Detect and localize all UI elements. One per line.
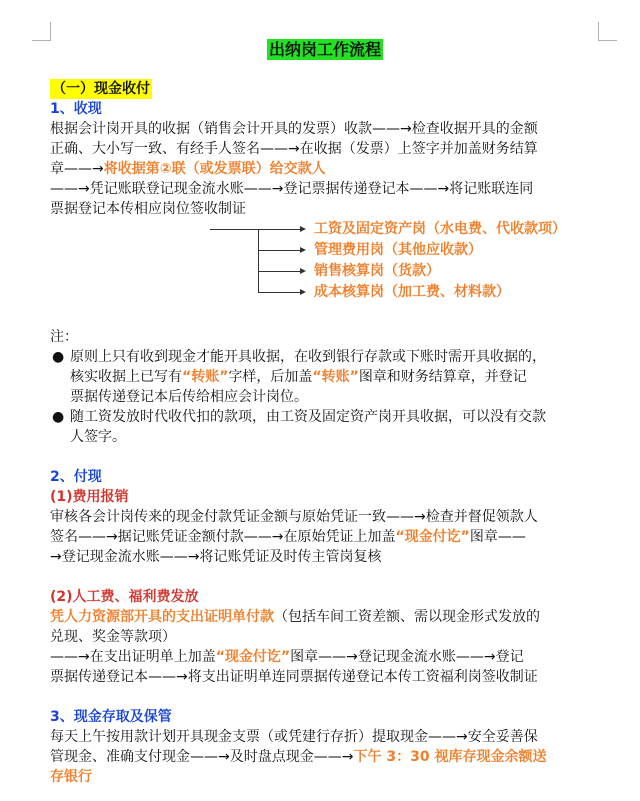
corner-mark-right (598, 22, 617, 41)
destination-name: 管理费用岗 (314, 242, 384, 258)
pay-heading: 2、付现 (50, 469, 102, 485)
distribution-connector (210, 229, 258, 230)
expense-heading: (1)费用报销 (50, 489, 129, 505)
section-heading: （一）现金收付 (52, 81, 150, 97)
storage-line-3: 存银行 (50, 769, 92, 785)
expense-line-2 (50, 527, 600, 547)
salary-line-3 (50, 647, 600, 667)
arrow-4 (258, 292, 304, 293)
document-title: 出纳岗工作流程 (268, 40, 381, 59)
bullet-icon: ● (52, 409, 65, 425)
note-1-line-3: 票据传递登记本后传给相应会计岗位。 (70, 389, 308, 405)
destination-detail: （其他应收款） (384, 242, 482, 258)
section-cash-heading (50, 79, 600, 99)
note-item (50, 347, 600, 407)
storage-heading: 3、现金存取及保管 (50, 709, 172, 725)
destination-item (314, 261, 440, 281)
note-highlight: “转账” (182, 369, 229, 385)
destination-item (314, 219, 566, 239)
expense-text: 签名——→据记账凭证金额付款——→在原始凭证上加盖 (50, 529, 396, 545)
salary-text: 图章——→登记现金流水账——→登记 (290, 649, 524, 665)
destination-name: 成本核算岗 (314, 284, 384, 300)
note-item (50, 407, 600, 447)
salary-text: （包括车间工资差额、需以现金形式发放的 (274, 609, 540, 625)
destination-name: 销售核算岗 (314, 263, 384, 279)
receive-line-3-highlight: 将收据第②联（或发票联）给交款人 (103, 161, 326, 177)
salary-highlight: “现金付讫” (215, 649, 291, 665)
expense-highlight: “现金付讫” (395, 529, 470, 545)
salary-line-4: 票据传递登记本——→将支出证明单连同票据传递登记本传工资福利岗签收制证 (50, 669, 538, 685)
arrow-1 (258, 229, 304, 230)
salary-highlight: 凭人力资源部开具的支出证明单付款 (50, 609, 274, 625)
arrow-2 (258, 250, 304, 251)
note-highlight: “转账” (312, 369, 359, 385)
title-wrap (50, 40, 600, 61)
receive-line-3-prefix: 章——→ (50, 161, 104, 177)
note-1-line-1: 原则上只有收到现金才能开具收据，在收到银行存款或下账时需开具收据的， (70, 349, 546, 365)
receive-heading: 1、收现 (50, 101, 102, 117)
note-2-line-2: 人签字。 (70, 429, 126, 445)
salary-line-2: 兑现、奖金等款项） (50, 629, 176, 645)
destination-detail: （水电费、代收款项） (426, 221, 566, 237)
expense-line-1: 审核各会计岗传来的现金付款凭证金额与原始凭证一致——→检查并督促领款人 (50, 509, 538, 525)
note-text: 字样，后加盖 (228, 369, 313, 385)
destination-item (314, 282, 510, 302)
salary-text: ——→在支出证明单上加盖 (50, 649, 216, 665)
storage-text: 管现金、准确支付现金——→及时盘点现金——→ (50, 749, 354, 765)
receive-line-4: ——→凭记账联登记现金流水账——→登记票据传递登记本——→将记账联连同 (50, 181, 534, 197)
arrow-3 (258, 271, 304, 272)
document-page (50, 40, 600, 787)
destination-detail: （货款） (384, 263, 440, 279)
salary-heading: (2)人工费、福利费发放 (50, 589, 199, 605)
destination-detail: （加工费、材料款） (384, 284, 510, 300)
storage-highlight: 下午 3：30 视库存现金余额送 (353, 749, 547, 765)
destination-name: 工资及固定资产岗 (314, 221, 426, 237)
bullet-icon: ● (52, 349, 65, 365)
expense-line-3: →登记现金流水账——→将记账凭证及时传主管岗复核 (50, 549, 382, 565)
notes-label: 注： (50, 329, 78, 345)
receive-line-3 (50, 159, 600, 179)
salary-line-1 (50, 607, 600, 627)
note-2-line-1: 随工资发放时代收代扣的款项，由工资及固定资产岗开具收据，可以没有交款 (70, 409, 546, 425)
expense-text: 图章—— (469, 529, 526, 545)
receive-line-1: 根据会计岗开具的收据（销售会计开具的发票）收款——→检查收据开具的金额 (50, 121, 538, 137)
receive-line-2: 正确、大小写一致、有经手人签名——→在收据（发票）上签字并加盖财务结算 (50, 141, 538, 157)
receive-line-5: 票据登记本传相应岗位签收制证 (50, 201, 246, 217)
destination-item (314, 240, 482, 260)
distribution-trunk (258, 229, 259, 293)
note-text: 核实收据上已写有 (70, 369, 182, 385)
note-text: 图章和财务结算章，并登记 (358, 369, 527, 385)
storage-line-2 (50, 747, 600, 767)
distribution-diagram (50, 219, 600, 307)
note-1-line-2 (70, 367, 600, 387)
corner-mark-left (32, 22, 51, 41)
notes-list (50, 347, 600, 447)
storage-line-1: 每天上午按用款计划开具现金支票（或凭建行存折）提取现金——→安全妥善保 (50, 729, 538, 745)
